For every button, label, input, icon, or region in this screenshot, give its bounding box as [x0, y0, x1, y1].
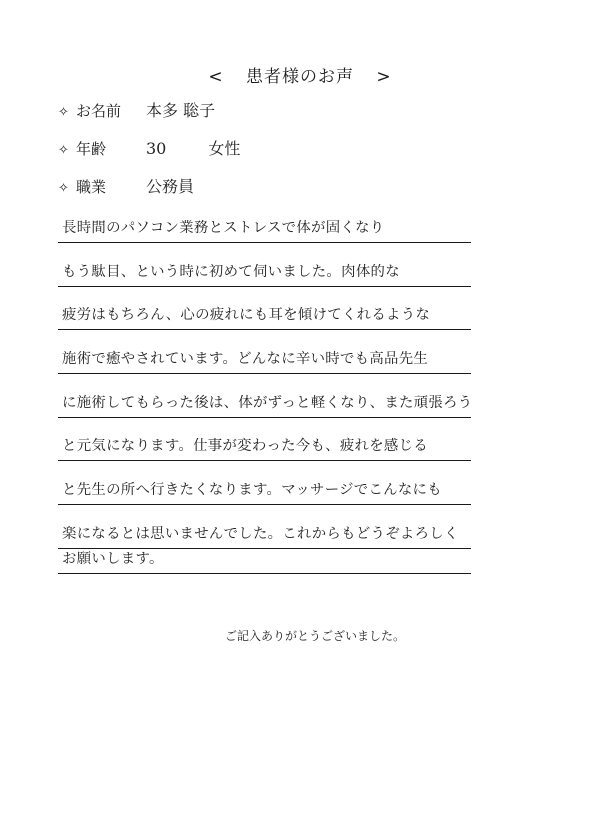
body-line: と元気になります。仕事が変わった今も、疲れを感じる: [62, 438, 428, 454]
closing-message: ご記入ありがとうございました。: [225, 629, 406, 643]
body-line: 楽になるとは思いませんでした。これからもどうぞよろしく: [62, 526, 459, 542]
body-line: 長時間のパソコン業務とストレスで体が固くなり: [62, 220, 385, 236]
body-line: 疲労はもちろん、心の疲れにも耳を傾けてくれるような: [62, 307, 431, 323]
ruled-line: [58, 417, 471, 418]
title-text: 患者様のお声: [246, 67, 354, 87]
body-line: に施術してもらった後は、体がずっと軽くなり、また頑張ろう: [62, 395, 473, 411]
field-name: [58, 99, 215, 123]
diamond-dot-icon: ✧: [58, 105, 69, 120]
field-value: 公務員: [146, 177, 195, 196]
field-age: [58, 137, 240, 161]
body-line: と先生の所へ行きたくなります。マッサージでこんなにも: [62, 482, 442, 498]
ruled-line: [58, 504, 471, 505]
ruled-line: [58, 460, 471, 461]
field-occupation: [58, 175, 194, 199]
form-title: [0, 62, 600, 87]
body-line: 施術で癒やされています。どんなに辛い時でも高品先生: [62, 351, 429, 367]
field-value: 30: [146, 139, 167, 158]
ruled-line: [58, 329, 471, 330]
ruled-line: [58, 286, 471, 287]
field-value-gender: 女性: [208, 139, 241, 158]
body-line: もう駄目、という時に初めて伺いました。肉体的な: [62, 264, 400, 280]
field-label: 年齢: [76, 140, 107, 158]
body-line: お願いします。: [62, 551, 164, 567]
diamond-dot-icon: ✧: [58, 181, 69, 196]
ruled-line: [58, 573, 471, 574]
field-label: お名前: [76, 102, 122, 120]
ruled-line: [58, 242, 471, 243]
ruled-line: [58, 373, 471, 374]
field-value: 本多 聡子: [146, 101, 216, 120]
title-right-bracket: >: [376, 67, 392, 87]
diamond-dot-icon: ✧: [58, 143, 69, 158]
title-left-bracket: <: [208, 67, 224, 87]
field-label: 職業: [76, 178, 107, 196]
